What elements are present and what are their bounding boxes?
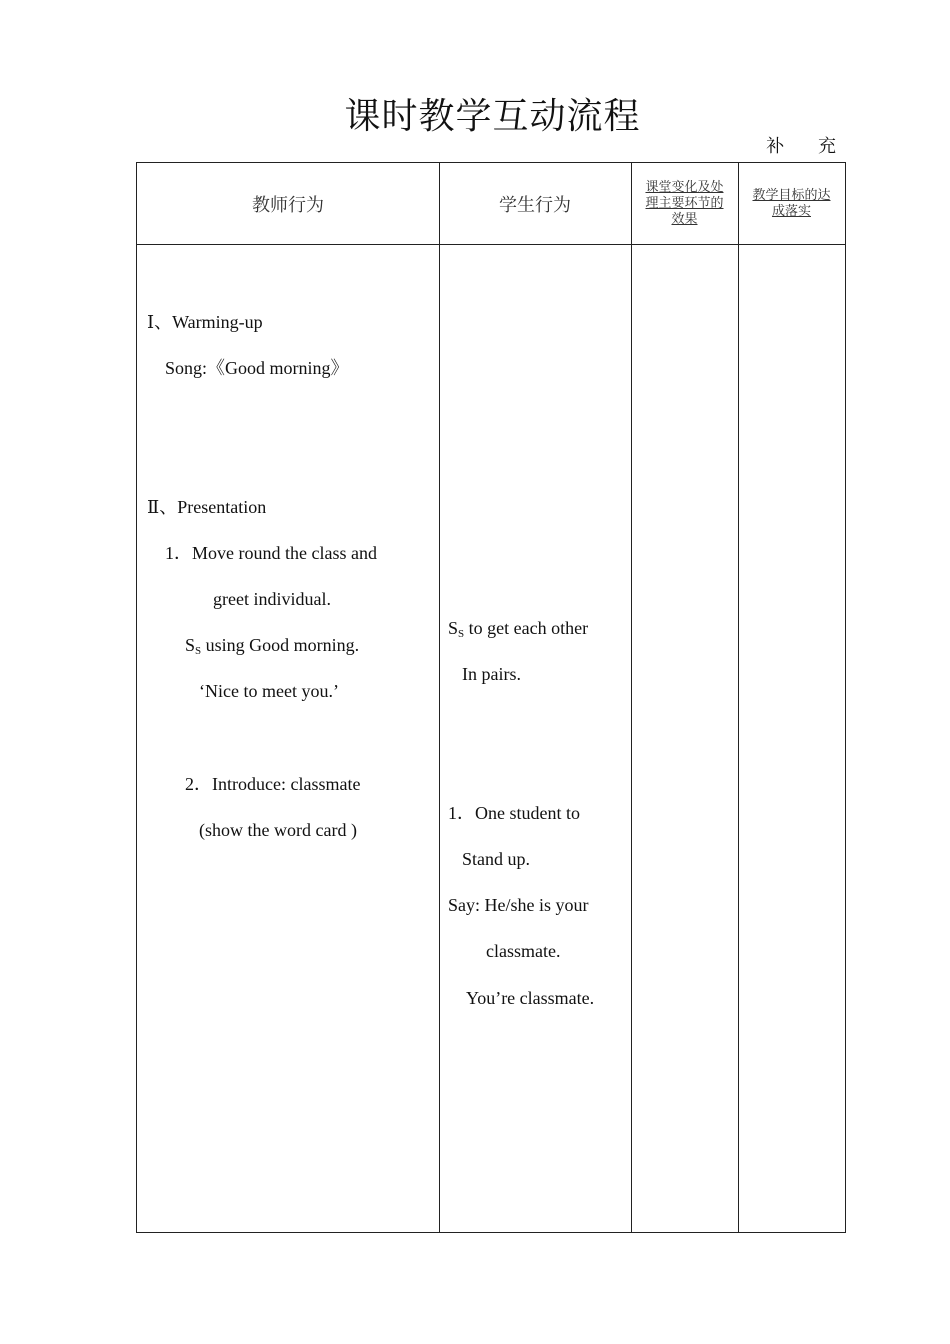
page-title: 课时教学互动流程 [344, 96, 641, 137]
header-divider [137, 244, 845, 245]
ss-subscript: S [458, 628, 465, 640]
lesson-table [136, 162, 846, 1233]
student-b-line4: classmate. [486, 941, 561, 961]
teacher-item1-line4: ‘Nice to meet you.’ [199, 681, 339, 701]
presentation-heading: Ⅱ、Presentation [147, 497, 267, 517]
song-line: Song:《Good morning》 [165, 358, 349, 378]
supplement-label: 补 充 [766, 136, 850, 157]
ss-label: S [448, 618, 459, 638]
warming-up-heading: Ⅰ、Warming-up [147, 312, 263, 332]
header-changes: 课堂变化及处理主要环节的效果 [645, 179, 724, 227]
student-a-line2: In pairs. [462, 664, 521, 684]
student-b-line1: 1．One student to [448, 803, 580, 823]
teacher-item2-line1: 2．Introduce: classmate [185, 774, 361, 794]
ss-text: to get each other [464, 618, 589, 638]
teacher-item2-line2: (show the word card ) [199, 820, 357, 840]
ss-label: S [185, 635, 196, 655]
header-student: 学生行为 [499, 194, 571, 216]
header-teacher: 教师行为 [252, 194, 324, 216]
student-b-line2: Stand up. [462, 849, 531, 869]
teacher-item1-line2: greet individual. [213, 589, 331, 609]
student-a-line1 [448, 617, 588, 645]
ss-text: using Good morning. [201, 635, 360, 655]
student-b-line3: Say: He/she is your [448, 895, 589, 915]
ss-subscript: S [195, 645, 202, 657]
column-divider [439, 163, 440, 1232]
student-b-line5: You’re classmate. [466, 988, 595, 1008]
column-divider [631, 163, 632, 1232]
teacher-item1-line1: 1．Move round the class and [165, 543, 377, 563]
header-goals: 教学目标的达成落实 [752, 187, 831, 219]
column-divider [738, 163, 739, 1232]
teacher-item1-line3 [185, 634, 359, 662]
